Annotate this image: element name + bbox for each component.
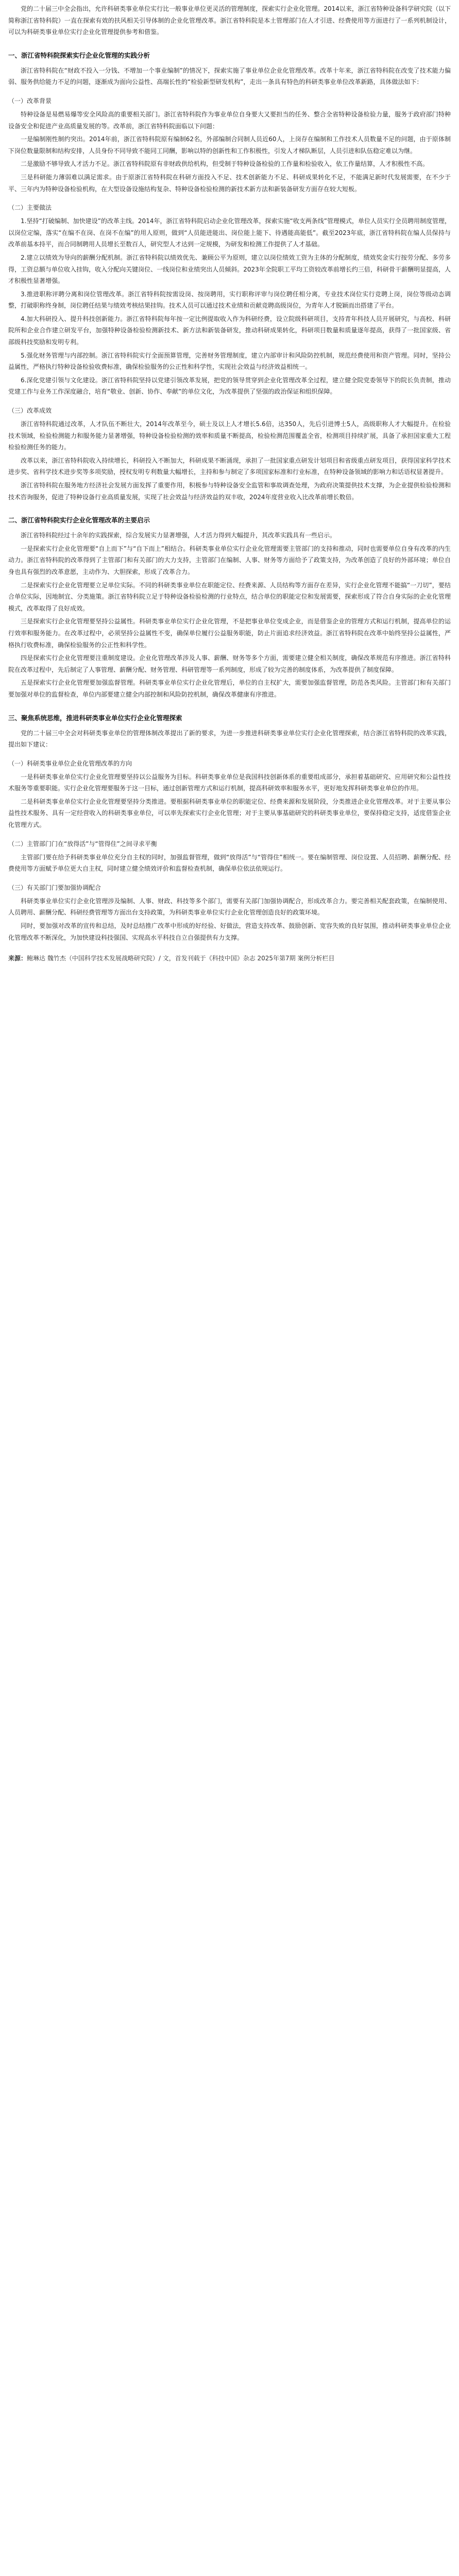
intro-paragraph: 党的二十届三中全会指出，允许科研类事业单位实行比一般事业单位更灵活的管理制度，探索实行企业化管理。2014以来，浙江省特种设备科学研究院（以下简称浙江省特科院）一直在探索有效的扶风相关引导体制的企业化管理改革。浙江省特科院是本土管理部门在人才引进、经费使用等方面进行了一系列机制设计，可以为科研类事业单位实行企业化管理提供参考和借鉴。 xyxy=(8,5,451,36)
body-paragraph: 浙江省特科院通过改革，人才队伍不断壮大，2014年改革至今，硕士及以上人才增长5.6倍，达350人，先后引进博士5人，高级职称人才大幅提升。在检验技术领域，检验检测能力和服务能力显著增强，特种设备检验检测的效率和质量不断提高，检验检测范围覆盖全省，检测项目持续扩展，具备了承担国家重大工程检验检测任务的能力。 xyxy=(8,420,451,451)
body-paragraph: 浙江省特科院在“财政不投入一分钱、不增加一个事业编制”的情况下，探索实施了事业单位企业化管理改革。改革十年来，浙江省特科院在改变了技术能力偏弱、服务供给能力不足的问题，逐渐成为面向公益性、高端长性的“检验新型研发机构”，走出一条具有特色的科研类事业单位改革新路，具体做法如下： xyxy=(8,66,451,86)
section-heading: 二、浙江省特科院实行企业化管理改革的主要启示 xyxy=(8,516,150,524)
body-paragraph: 三是科研能力薄弱难以满足需求。由于原浙江省特科院在科研方面投入不足、技术创新能力不足、科研成果转化不足，不能满足新时代发展需要，在不少于平、三年内为特种设备检验机构，在大型设备设施结构复杂、特种设备检验检测的新技术新方法和新装备研发方面存在较大短板。 xyxy=(8,173,451,193)
body-paragraph: 同时，要加强对改革的宣传和总结，及时总结推广改革中形成的好经验、好做法，营造支持改革、鼓励创新、宽容失败的良好氛围，推动科研类事业单位企业化管理改革不断深化，为加快建设科技强国、实现高水平科技自立自强提供有力支撑。 xyxy=(8,922,451,941)
body-paragraph: 一是编制刚性制约突出。2014年前，浙江省特科院原有编制62名，外部编制合同制人员近60人，上岗存在编制和工作技术人员数量不足的问题，由于原体制下岗位数量限制和结构安排，人员身份不同导致不能同工同酬，影响以特的创新性和工作积极性，引发人才梯队断层，人员引进和队伍稳定难以为继。 xyxy=(8,135,451,155)
body-paragraph: 6.深化党建引领与文化建设。浙江省特科院坚持以党建引领改革发展，把党的领导贯穿到企业化管理改革全过程，建立健全院党委领导下的院长负责制，推动党建工作与业务工作深度融合，培育“敬业、创新、协作、奉献”的单位文化，为改革提供了坚强的政治保证和组织保障。 xyxy=(8,376,451,396)
body-paragraph: 1.坚持“打破编制、加快建设”的改革主线。2014年，浙江省特科院启动企业化管理改革，探索实施“收支两条线”管理模式，单位人员实行全员聘用制度管理，以岗位定编，落实“在编不在岗、在岗不在编”的用人原则，做到“人员能进能出、岗位能上能下、待遇能高能低”。截至2023年底，浙江省特科院在编人员保持与改革前基本持平，而合同制聘用人员增长至数百人，研究型人才达到一定规模，为研发和检测工作提供了人才基础。 xyxy=(8,217,451,248)
body-paragraph: 5.强化财务管理与内部控制。浙江省特科院实行全面预算管理，完善财务管理制度，建立内部审计和风险防控机制，规范经费使用和资产管理。同时，坚持公益属性，严格执行特种设备检验收费标准，确保检验服务的公正性和科学性，实现社会效益与经济效益相统一。 xyxy=(8,351,451,371)
body-paragraph: 一是探索实行企业化管理要“自上而下”与“自下而上”相结合。科研类事业单位实行企业化管理需要主管部门的支持和推动，同时也需要单位自身有改革的内生动力。浙江省特科院的改革得到了主管部门和有关部门的大力支持，主管部门在编制、人事、财务等方面给予了政策支持，为改革创造了良好的外部环境；单位自身也具有强烈的改革意愿，主动作为、大胆探索，形成了改革合力。 xyxy=(8,545,451,575)
body-paragraph: 浙江省特科院经过十余年的实践探索，综合发展实力显著增强，人才活力得到大幅提升，其改革实践具有一些启示。 xyxy=(21,532,336,539)
article-sections xyxy=(8,49,451,943)
source-authors: 鲍琳达 魏竹杰（中国科学技术发展战略研究院）/ 文，首发刊载于《科技中国》杂志 2025年第7期 案例分析栏目 xyxy=(27,955,335,962)
article-section xyxy=(8,712,451,944)
body-paragraph: 特种设备是易燃易爆等安全风险高的重要相关部门。浙江省特科院作为事业单位自身要大又要担当的任务、整合全省特种设备检验力量，服务于政府部门特种设备安全和促进产业高质量发展的等。改革前，浙江省特科院面临以下问题： xyxy=(8,110,451,130)
section-heading: 一、浙江省特科院探索实行企业化管理的实践分析 xyxy=(8,51,150,59)
body-paragraph: 三是探索实行企业化管理要坚持公益属性。科研类事业单位实行企业化管理，不是把事业单位变成企业，而是借鉴企业的管理方式和运行机制，提高单位的运行效率和服务能力。在改革过程中，必须坚持公益属性不变，确保单位履行公益服务职能，防止片面追求经济效益。浙江省特科院在改革中始终坚持公益属性，严格执行收费标准，确保检验服务的公正性和科学性。 xyxy=(8,618,451,649)
body-paragraph: 二是科研类事业单位实行企业化管理要坚持分类推进。要根据科研类事业单位的职能定位、经费来源和发展阶段，分类推进企业化管理改革。对于主要从事公益性技术服务、具有一定经营收入的科研类事业单位，可以率先探索实行企业化管理；对于主要从事基础研究的科研类事业单位，要保持稳定支持，适度借鉴企业化管理方式。 xyxy=(8,798,451,829)
body-paragraph: 3.推进职称评聘分离和岗位管理改革。浙江省特科院按需设岗、按岗聘用，实行职称评审与岗位聘任相分离，专业技术岗位实行竞聘上岗，岗位等级动态调整，打破职称终身制，岗位聘任结果与绩效考核结果挂钩。技术人员可以通过技术业绩和贡献竞聘高级岗位，为青年人才脱颖而出搭建了平台。 xyxy=(8,290,451,310)
article-section xyxy=(8,514,451,700)
subsection-heading: （三）改革成效 xyxy=(8,407,52,415)
article-intro xyxy=(8,3,451,38)
body-paragraph: 4.加大科研投入、提升科技创新能力。浙江省特科院每年按一定比例提取收入作为科研经费，设立院级科研项目，支持青年科技人员开展研究，与高校、科研院所和企业合作建立研发平台，加强特种设备检验检测新技术、新方法和新装备研发，推动科研成果转化，科研项目数量和质量逐年提高，获得了一批国家级、省部级科技奖励和发明专利。 xyxy=(8,315,451,346)
source-label: 来源： xyxy=(8,955,27,962)
subsection-heading: （三）有关部门门要加强协调配合 xyxy=(8,884,101,891)
article-section xyxy=(8,49,451,503)
body-paragraph: 科研类事业单位实行企业化管理涉及编制、人事、财政、科技等多个部门，需要有关部门加强协调配合，形成改革合力。要完善相关配套政策，在编制使用、人员聘用、薪酬分配、科研经费管理等方面出台支持政策，为科研类事业单位实行企业化管理创造良好的政策环境。 xyxy=(8,897,451,917)
article xyxy=(0,0,459,969)
body-paragraph: 浙江省特科院在服务地方经济社会发展方面发挥了重要作用，积极参与特种设备安全监管和事故调查处理，为政府决策提供技术支撑，为企业提供检验检测和技术咨询服务，促进了特种设备行业高质量发展，实现了社会效益与经济效益的双丰收，2024年度营业收入比改革前增长数倍。 xyxy=(8,482,451,501)
body-paragraph: 四是探索实行企业化管理要注重制度建设。企业化管理改革涉及人事、薪酬、财务等多个方面，需要建立健全相关制度，确保改革规范有序推进。浙江省特科院在改革过程中，先后制定了人事管理、薪酬分配、财务管理、科研管理等一系列制度，形成了较为完善的制度体系，为改革提供了制度保障。 xyxy=(8,654,451,673)
body-paragraph: 一是科研类事业单位实行企业化管理要坚持以公益服务为目标。科研类事业单位是我国科技创新体系的重要组成部分，承担着基础研究、应用研究和公益性技术服务等重要职能。实行企业化管理要服务于这一目标，通过创新管理方式和运行机制，提高科研效率和服务水平，更好地发挥科研类事业单位的作用。 xyxy=(8,773,451,792)
body-paragraph: 党的二十届三中全会对科研类事业单位的管理体制改革提出了新的要求，为进一步推进科研类事业单位实行企业化管理探索，结合浙江省特科院的改革实践，提出如下建议： xyxy=(8,729,451,749)
section-heading: 三、聚焦系统思维，推进科研类事业单位实行企业化管理探索 xyxy=(8,714,182,722)
article-source xyxy=(8,953,451,964)
subsection-heading: （二）主管部门门在“放得活”与“管得住”之间寻求平衡 xyxy=(8,840,157,848)
subsection-heading: （二）主要做法 xyxy=(8,204,52,212)
subsection-heading: （一）科研类事业单位企业化管理改革的方向 xyxy=(8,759,132,767)
subsection-heading: （一）改革背景 xyxy=(8,97,52,105)
body-paragraph: 二是激励不够导致人才活力不足。浙江省特科院原有非财政供给机构，但受制于特种设备检验的工作量和检验收入，依工作量结算，人才积极性不高。 xyxy=(21,160,429,168)
body-paragraph: 主管部门要在给予科研类事业单位充分自主权的同时，加强监督管理，做到“放得活”与“管得住”相统一。要在编制管理、岗位设置、人员招聘、薪酬分配、经费使用等方面赋予单位更大自主权，同时建立健全绩效评价和监督检查机制，确保单位依法依规运行。 xyxy=(8,853,451,873)
body-paragraph: 五是探索实行企业化管理要加强监督管理。科研类事业单位实行企业化管理后，单位的自主权扩大，需要加强监督管理，防范各类风险。主管部门和有关部门要加强对单位的监督检查，单位内部要建立健全内部控制和风险防控机制，确保改革健康有序推进。 xyxy=(8,679,451,698)
body-paragraph: 2.建立以绩效为导向的薪酬分配机制。浙江省特科院以绩效优先、兼顾公平为原则，建立以岗位绩效工资为主体的分配制度，绩效奖金实行按劳分配、多劳多得，工资总额与单位收入挂钩，收入分配向关键岗位、一线岗位和业绩突出人员倾斜。2023年全院职工平均工资较改革前增长约三倍，科研骨干薪酬明显提高，人才积极性显著增强。 xyxy=(8,253,451,285)
body-paragraph: 二是探索实行企业化管理要立足单位实际。不同的科研类事业单位在职能定位、经费来源、人员结构等方面存在差异，实行企业化管理不能搞“一刀切”，要结合单位实际，因地制宜、分类施策。浙江省特科院立足于特种设备检验检测的行业特点，结合单位的职能定位和发展需要，探索形成了符合自身实际的企业化管理模式，改革取得了良好成效。 xyxy=(8,581,451,612)
body-paragraph: 改革以来，浙江省特科院收入持续增长，科研投入不断加大，科研成果不断涌现，承担了一批国家重点研发计划项目和省级重点研发项目，获得国家科学技术进步奖、省科学技术进步奖等多项奖励，授权发明专利数量大幅增长，主持和参与制定了多项国家标准和行业标准，在特种设备领域的影响力和话语权显著提升。 xyxy=(8,456,451,476)
